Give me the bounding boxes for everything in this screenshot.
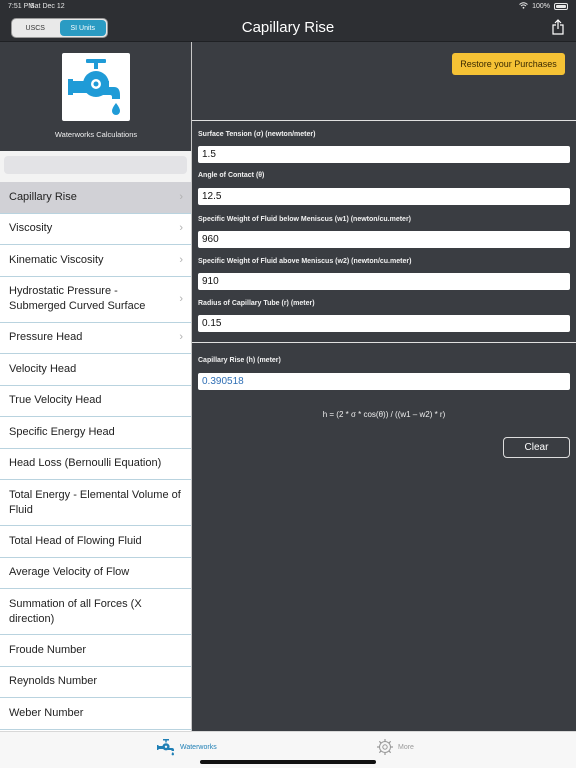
specific-weight-above-field[interactable]: 910 — [198, 273, 570, 290]
sidebar-item-label: Specific Energy Head — [9, 425, 115, 438]
sidebar-item-weber-number[interactable] — [0, 698, 191, 730]
calculator-panel — [192, 42, 576, 731]
capillary-rise-result-field: 0.390518 — [198, 373, 570, 390]
surface-tension-field[interactable]: 1.5 — [198, 146, 570, 163]
sidebar-item-reynolds-number[interactable] — [0, 667, 191, 699]
search-area — [0, 151, 191, 182]
sidebar-item-pressure-head[interactable] — [0, 323, 191, 355]
sidebar-item-hydrostatic-pressure[interactable] — [0, 277, 191, 323]
status-date: Sat Dec 12 — [30, 3, 65, 10]
sidebar-item-average-velocity[interactable] — [0, 558, 191, 590]
capillary-rise-result-label: Capillary Rise (h) (meter) — [198, 357, 281, 364]
sidebar-item-label: True Velocity Head — [9, 394, 102, 407]
sidebar-item-froude-number[interactable] — [0, 635, 191, 667]
sidebar-item-label: Kinematic Viscosity — [9, 253, 104, 266]
sidebar-item-label: Froude Number — [9, 643, 87, 656]
specific-weight-below-label: Specific Weight of Fluid below Meniscus (w1) (newton/cu.meter) — [198, 216, 412, 223]
tab-more[interactable] — [376, 738, 414, 756]
sidebar-item-total-head[interactable] — [0, 526, 191, 558]
divider — [192, 342, 576, 343]
sidebar-item-summation-forces[interactable] — [0, 589, 191, 635]
chevron-right-icon: › — [179, 222, 183, 235]
chevron-right-icon: › — [179, 190, 183, 203]
formula-text: h = (2 * σ * cos(θ)) / ((w1 – w2) * r) — [322, 410, 446, 419]
app-caption: Waterworks Calculations — [54, 130, 138, 139]
sidebar-item-label: Total Head of Flowing Fluid — [9, 534, 142, 547]
capillary-radius-label: Radius of Capillary Tube (r) (meter) — [198, 300, 315, 307]
sidebar-item-label: Capillary Rise — [9, 190, 77, 203]
specific-weight-below-field[interactable]: 960 — [198, 231, 570, 248]
chevron-right-icon: › — [179, 292, 183, 305]
battery-icon — [554, 3, 568, 10]
sidebar-item-kinematic-viscosity[interactable] — [0, 245, 191, 277]
share-icon[interactable] — [552, 19, 564, 40]
sidebar-header — [0, 42, 191, 151]
sidebar-item-label: Average Velocity of Flow — [9, 566, 130, 579]
battery-percent: 100% — [532, 3, 550, 10]
sidebar-item-label: Total Energy - Elemental Volume of Fluid — [9, 488, 181, 516]
status-time: 7:51 PM — [8, 3, 35, 10]
sidebar-item-label: Reynolds Number — [9, 675, 98, 688]
page-title: Capillary Rise — [241, 19, 335, 36]
sidebar-item-specific-energy-head[interactable] — [0, 417, 191, 449]
sidebar-item-true-velocity-head[interactable] — [0, 386, 191, 418]
home-indicator[interactable] — [200, 760, 376, 764]
sidebar-item-label: Pressure Head — [9, 331, 83, 344]
sidebar-item-viscosity[interactable] — [0, 214, 191, 246]
sidebar-item-label: Viscosity — [9, 222, 53, 235]
navigation-bar — [0, 14, 576, 42]
sidebar-item-capillary-rise[interactable] — [0, 182, 191, 214]
units-si-segment[interactable]: SI Units — [60, 20, 107, 36]
sidebar-item-label: Hydrostatic Pressure - Submerged Curved Surface — [9, 285, 146, 312]
sidebar — [0, 42, 192, 731]
chevron-right-icon: › — [179, 253, 183, 266]
sidebar-item-velocity-head[interactable] — [0, 354, 191, 386]
gear-icon — [376, 738, 394, 756]
status-bar — [0, 0, 576, 14]
sidebar-item-total-energy[interactable] — [0, 480, 191, 526]
clear-button[interactable]: Clear — [503, 437, 570, 458]
sidebar-item-label: Head Loss (Bernoulli Equation) — [9, 457, 162, 470]
sidebar-item-label: Weber Number — [9, 706, 84, 719]
sidebar-item-label: Velocity Head — [9, 362, 77, 375]
divider — [192, 120, 576, 121]
search-input[interactable] — [4, 156, 187, 174]
angle-of-contact-label: Angle of Contact (θ) — [198, 172, 265, 179]
sidebar-item-label: Summation of all Forces (X direction) — [9, 597, 142, 625]
faucet-icon — [62, 53, 130, 121]
faucet-tab-icon — [156, 738, 176, 756]
sidebar-item-head-loss[interactable] — [0, 449, 191, 481]
surface-tension-label: Surface Tension (σ) (newton/meter) — [198, 131, 316, 138]
units-uscs-segment[interactable]: USCS — [25, 24, 45, 32]
capillary-radius-field[interactable]: 0.15 — [198, 315, 570, 332]
tab-waterworks[interactable] — [156, 738, 217, 756]
waterworks-logo — [62, 53, 130, 121]
specific-weight-above-label: Specific Weight of Fluid above Meniscus (w2) (newton/cu.meter) — [198, 258, 412, 265]
angle-of-contact-field[interactable]: 12.5 — [198, 188, 570, 205]
chevron-right-icon: › — [179, 331, 183, 344]
restore-purchases-button[interactable]: Restore your Purchases — [452, 53, 565, 75]
wifi-icon — [519, 2, 528, 11]
tab-waterworks-label: Waterworks — [180, 743, 217, 751]
tab-more-label: More — [398, 743, 414, 751]
